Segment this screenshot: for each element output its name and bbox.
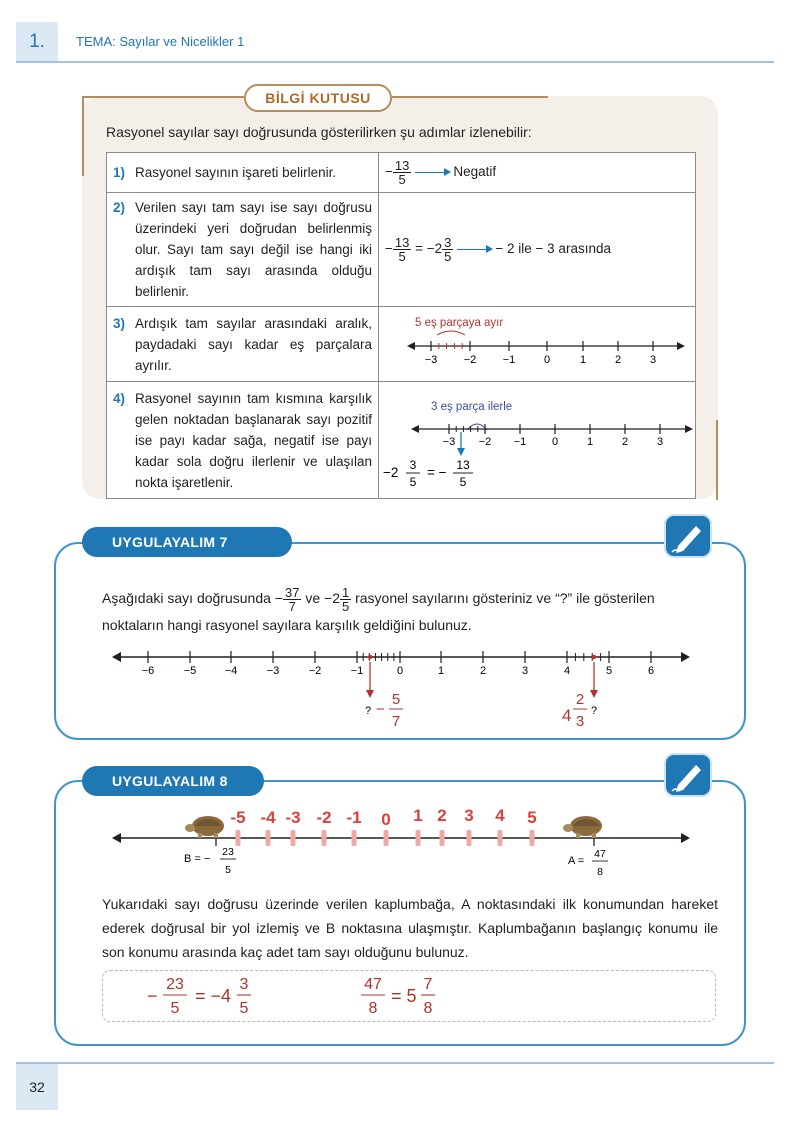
numerator: 47	[364, 976, 382, 993]
exercise-7-question	[102, 586, 716, 637]
step-row-4	[107, 382, 696, 499]
info-box-title: BİLGİ KUTUSU	[244, 84, 392, 112]
sign: −	[385, 164, 393, 180]
fraction	[442, 236, 453, 263]
answer-denominator: 7	[391, 713, 401, 730]
tick-label: −1	[350, 665, 364, 677]
tick-label: −2	[308, 665, 322, 677]
sign: −	[385, 241, 393, 257]
theme-title: TEMA: Sayılar ve Nicelikler 1	[76, 34, 245, 49]
tick-label: 2	[621, 436, 629, 448]
step-text: Verilen sayı tam sayı ise sayı doğrusu üzerindeki yeri doğrudan belirlenmiş olur. Sayı tam sayı değil ise hangi iki ardışık tam sayı arasında olduğu belirlenir.	[135, 200, 372, 299]
answer-numerator: 5	[391, 691, 401, 708]
step-number: 2)	[113, 200, 126, 215]
step-number: 1)	[113, 165, 126, 180]
whole-part: −2	[324, 590, 340, 607]
down-arrow-head-icon	[590, 690, 598, 698]
answer-sign: −	[376, 701, 385, 718]
question-text: rasyonel sayılarını gösteriniz ve “?” ile gösterilen	[355, 590, 655, 607]
point-marker	[592, 655, 596, 659]
answer-denominator: 3	[575, 713, 585, 730]
numerator: 23	[166, 976, 184, 993]
point-a-label: A =	[568, 855, 585, 867]
tortoise-left-icon	[185, 816, 224, 838]
integer-label: 0	[381, 810, 391, 829]
step-example	[379, 382, 696, 499]
arrow-right-icon	[681, 833, 690, 843]
point-b-denominator: 5	[225, 864, 231, 876]
pencil-glyph-icon	[666, 755, 710, 795]
integer-mark	[266, 830, 271, 846]
step-row-3	[107, 307, 696, 382]
numerator: 1	[341, 585, 350, 600]
pencil-glyph-icon	[666, 516, 710, 556]
sign: −	[147, 986, 158, 1006]
step-example	[379, 307, 696, 382]
equals-sign: = −	[427, 465, 447, 480]
tick-label: 6	[647, 665, 655, 677]
step-cell	[107, 382, 379, 499]
number-line-4	[379, 382, 693, 492]
integer-mark	[416, 830, 421, 846]
tick-label: 0	[396, 665, 404, 677]
step-text: Rasyonel sayının işareti belirlenir.	[135, 165, 337, 180]
arrow-right-icon	[685, 425, 693, 433]
pencil-body	[676, 526, 701, 553]
footer-divider	[16, 1062, 774, 1064]
tick-label: −3	[266, 665, 280, 677]
point-a-denominator: 8	[597, 866, 603, 878]
tick-label: −5	[183, 665, 197, 677]
question-text: ve	[305, 590, 321, 607]
answer-whole: 4	[562, 706, 572, 725]
tick-labels	[142, 665, 654, 677]
integer-label: 4	[495, 806, 505, 825]
denominator: 5	[398, 249, 406, 264]
denominator: 5	[239, 1000, 249, 1017]
info-box-frame	[716, 420, 718, 500]
tick-label: 0	[551, 436, 559, 448]
arrow-right-icon	[681, 652, 690, 662]
tick-label: −3	[442, 436, 456, 448]
steps-table	[106, 152, 696, 499]
tick-label: 2	[614, 354, 622, 366]
step-number: 4)	[113, 390, 126, 406]
tick-label: −1	[502, 354, 516, 366]
step-cell	[107, 193, 379, 307]
tick-label: −4	[224, 665, 238, 677]
integer-labels	[230, 806, 536, 829]
fraction	[393, 159, 411, 186]
denominator: 5	[409, 475, 417, 489]
pencil-icon	[664, 514, 712, 558]
integer-mark	[440, 830, 445, 846]
tick-label: 1	[579, 354, 587, 366]
tick-label: 1	[586, 436, 594, 448]
equals-whole: = 5	[391, 986, 417, 1006]
pencil-stroke	[672, 550, 680, 552]
integer-label: -5	[230, 808, 246, 827]
denominator: 7	[288, 599, 296, 614]
arrow-icon	[415, 172, 449, 174]
step-text: Ardışık tam sayılar arasındaki aralık, paydadaki sayı kadar eş parçalara ayrılır.	[135, 315, 372, 373]
denominator: 5	[341, 599, 350, 614]
denominator: 5	[398, 172, 406, 187]
tick-label: 3	[521, 665, 529, 677]
tick-label: 1	[437, 665, 445, 677]
tick-label: 4	[563, 665, 571, 677]
numerator: 13	[394, 235, 410, 250]
question-text: noktaların hangi rasyonel sayılara karşılık geldiğini bulunuz.	[102, 617, 472, 633]
arrow-left-icon	[112, 833, 121, 843]
fraction	[283, 586, 301, 613]
step-row-2	[107, 193, 696, 307]
unit-number: 1.	[16, 22, 58, 62]
denominator: 5	[459, 475, 467, 489]
tick-label: −1	[513, 436, 527, 448]
integer-label: 5	[527, 808, 537, 827]
question-mark: ?	[591, 705, 598, 717]
page-number: 32	[16, 1064, 58, 1110]
equals-whole: = −4	[195, 986, 232, 1006]
answer-area	[102, 970, 716, 1022]
integer-mark	[291, 830, 296, 846]
denominator: 8	[368, 1000, 378, 1017]
tortoise-right-icon	[563, 816, 602, 838]
brace	[437, 331, 465, 335]
integer-label: -4	[260, 808, 276, 827]
whole-part: −2	[383, 465, 399, 480]
integer-mark	[352, 830, 357, 846]
label-3-parts: 3 eş parça ilerle	[431, 401, 513, 413]
pencil-body	[676, 765, 701, 792]
integer-label: 3	[464, 806, 474, 825]
tick-label: 3	[649, 354, 657, 366]
info-box-frame	[392, 96, 548, 98]
exercise-8-question: Yukarıdaki sayı doğrusu üzerinde verilen kaplumbağa, A noktasındaki ilk konumundan hareket ederek doğrusal bir yol izlemiş ve B noktasına ulaşmıştır. Kaplumbağanın başlangıç konumu ile son konumu arasında kaç adet tam sayı olduğunu bulunuz.	[102, 896, 718, 960]
numerator: 3	[239, 976, 249, 993]
tick-label: −2	[478, 436, 492, 448]
label-5-parts: 5 eş parçaya ayır	[415, 317, 504, 329]
integer-mark	[530, 830, 535, 846]
step-number: 3)	[113, 315, 126, 331]
arrow-left-icon	[407, 342, 415, 350]
arrow-left-icon	[411, 425, 419, 433]
step-text: Rasyonel sayının tam kısmına karşılık gelen noktadan başlanarak sayı pozitif ise payı kadar sağa, negatif ise payı kadar sola doğru ilerlenir ve ulaşılan nokta işaretlenir.	[135, 390, 372, 490]
integer-label: -1	[346, 808, 362, 827]
info-box-frame	[82, 96, 84, 176]
exercise-8-title: UYGULAYALIM 8	[82, 766, 264, 796]
step-example	[379, 153, 696, 193]
tick-label: 5	[605, 665, 613, 677]
arrow-left-icon	[112, 652, 121, 662]
integer-mark	[236, 830, 241, 846]
sign: −	[274, 590, 283, 607]
arrow-right-icon	[677, 342, 685, 350]
integer-label: -3	[285, 808, 301, 827]
integer-label: 2	[437, 806, 447, 825]
step-example	[379, 193, 696, 307]
tick-labels	[443, 436, 663, 448]
pencil-icon	[664, 753, 712, 797]
answer-numerator: 2	[575, 691, 585, 708]
denominator: 8	[423, 1000, 433, 1017]
number-line-3	[385, 307, 685, 375]
question-text: Aşağıdaki sayı doğrusunda	[102, 590, 271, 607]
numerator: 3	[409, 458, 417, 472]
numerator: 13	[394, 158, 410, 173]
solution-work	[103, 971, 715, 1021]
pencil-stroke	[672, 789, 680, 791]
integer-label: 1	[413, 806, 423, 825]
integer-mark	[384, 830, 389, 846]
integer-mark	[322, 830, 327, 846]
numerator: 37	[284, 585, 300, 600]
point-marker	[368, 655, 372, 659]
numerator: 13	[456, 458, 470, 472]
question-mark: ?	[365, 705, 372, 717]
info-box-frame	[82, 96, 244, 98]
tick-label: 3	[656, 436, 664, 448]
tick-label: −6	[141, 665, 155, 677]
down-arrow-head-icon	[366, 690, 374, 698]
exercise-7-title: UYGULAYALIM 7	[82, 527, 292, 557]
step-row-1	[107, 153, 696, 193]
integer-mark	[467, 830, 472, 846]
numerator: 7	[423, 976, 433, 993]
arrow-icon	[457, 249, 491, 251]
header-divider	[16, 61, 774, 63]
tick-label: −2	[463, 354, 477, 366]
page-header	[0, 0, 800, 64]
fraction	[393, 236, 411, 263]
fraction	[340, 586, 351, 613]
exercise-8-number-line	[108, 802, 694, 882]
point-a-numerator: 47	[594, 848, 606, 860]
step-cell	[107, 307, 379, 382]
info-intro: Rasyonel sayılar sayı doğrusunda gösterilirken şu adımlar izlenebilir:	[106, 124, 532, 140]
denominator: 5	[444, 249, 452, 264]
down-arrow-head-icon	[457, 448, 465, 456]
exercise-7-number-line	[108, 642, 694, 738]
integer-mark	[498, 830, 503, 846]
result-text: Negatif	[453, 164, 497, 180]
tick-label: 2	[479, 665, 487, 677]
denominator: 5	[170, 1000, 180, 1017]
point-b-numerator: 23	[222, 846, 234, 858]
numerator: 3	[444, 235, 452, 250]
equals-whole: = −2	[415, 241, 443, 257]
tick-labels	[425, 354, 656, 366]
tick-label: −3	[424, 354, 438, 366]
result-text: − 2 ile − 3 arasında	[495, 241, 611, 257]
tick-label: 0	[543, 354, 551, 366]
integer-label: -2	[316, 808, 332, 827]
step-cell	[107, 153, 379, 193]
point-b-label: B = −	[184, 853, 211, 865]
